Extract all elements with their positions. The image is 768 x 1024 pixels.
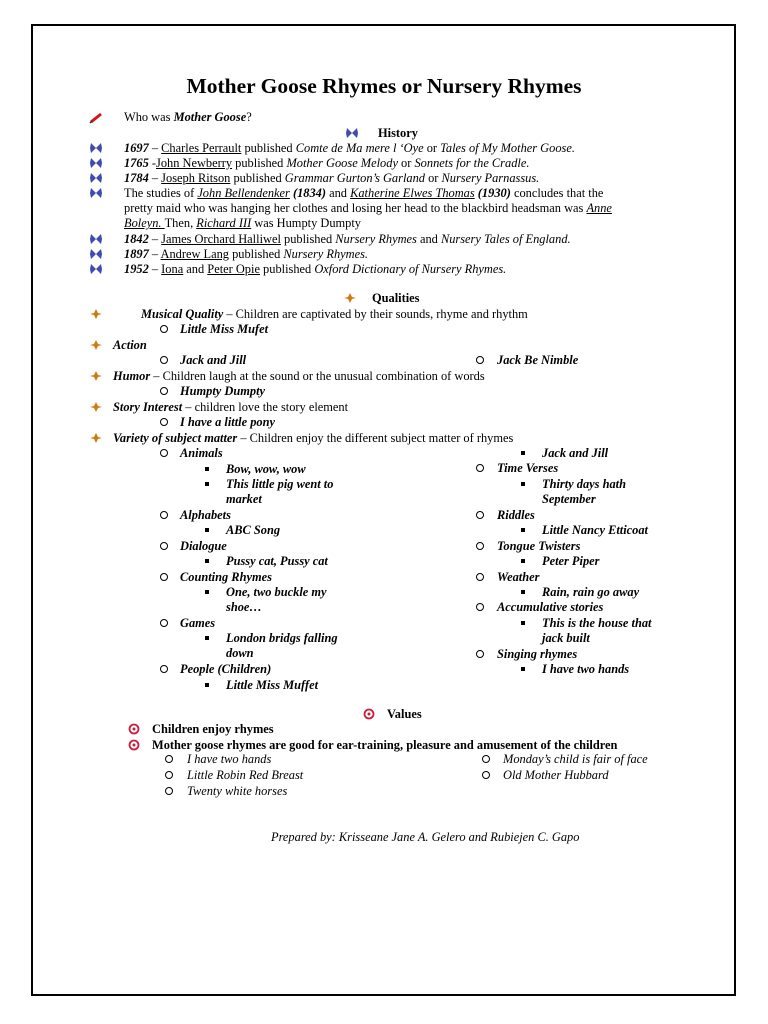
variety-example: ABC Song <box>226 523 281 537</box>
circle-bullet-icon <box>160 418 168 426</box>
variety-example: down <box>226 646 254 660</box>
circle-bullet-icon <box>476 573 484 581</box>
quality-story: Story Interest – children love the story element <box>113 400 349 414</box>
variety-example: Little Nancy Etticoat <box>542 523 648 537</box>
history-item: 1784 – Joseph Ritson published Grammar Gurton’s Garland or Nursery Parnassus. <box>124 171 540 185</box>
butterfly-icon <box>89 157 103 169</box>
circle-bullet-icon <box>160 325 168 333</box>
circle-bullet-icon <box>160 542 168 550</box>
quality-example: Humpty Dumpty <box>180 384 266 398</box>
history-item: 1697 – Charles Perrault published Comte de Ma mere l ‘Oye or Tales of My Mother Goose. <box>124 141 575 155</box>
circle-bullet-icon <box>476 603 484 611</box>
circle-bullet-icon <box>165 755 173 763</box>
work-title: Nursery Rhymes <box>335 232 417 246</box>
history-item: 1765 -John Newberry published Mother Goose Melody or Sonnets for the Cradle. <box>124 156 530 170</box>
square-bullet-icon <box>521 451 525 455</box>
author-name: Joseph Ritson <box>161 171 231 185</box>
square-bullet-icon <box>205 467 209 471</box>
variety-example: market <box>226 492 262 506</box>
variety-example: Little Miss Muffet <box>226 678 319 692</box>
swirl-icon <box>127 739 141 751</box>
history-studies-line: pretty maid who was hanging her clothes and losing her head to the blackbird headsman was Anne <box>124 201 612 215</box>
history-studies-line: Boleyn. Then, Richard III was Humpty Dumpty <box>124 216 361 230</box>
variety-example: I have two hands <box>542 662 630 676</box>
history-item: 1952 – Iona and Peter Opie published Oxford Dictionary of Nursery Rhymes. <box>124 262 507 276</box>
work-title: Mother Goose Melody <box>286 156 398 170</box>
leaf-icon <box>89 339 103 351</box>
square-bullet-icon <box>521 590 525 594</box>
intro-line: Who was Mother Goose? <box>124 110 252 124</box>
circle-bullet-icon <box>476 511 484 519</box>
circle-bullet-icon <box>165 787 173 795</box>
document-title: Mother Goose Rhymes or Nursery Rhymes <box>186 74 582 98</box>
author-name: Iona <box>161 262 184 276</box>
square-bullet-icon <box>521 528 525 532</box>
variety-category: Dialogue <box>180 539 227 553</box>
history-heading: History <box>378 126 418 140</box>
variety-example: London bridgs falling <box>226 631 338 645</box>
circle-bullet-icon <box>160 573 168 581</box>
butterfly-icon <box>345 127 359 139</box>
quality-example: Little Miss Mufet <box>180 322 269 336</box>
work-title: Nursery Tales of England. <box>440 232 571 246</box>
author-name: Peter Opie <box>207 262 260 276</box>
variety-example: Jack and Jill <box>542 446 609 460</box>
variety-category: Games <box>180 616 216 630</box>
variety-category: People (Children) <box>180 662 272 676</box>
work-title: Grammar Gurton’s Garland <box>284 171 425 185</box>
value-example: Little Robin Red Breast <box>187 768 304 782</box>
square-bullet-icon <box>205 590 209 594</box>
variety-category: Accumulative stories <box>497 600 604 614</box>
butterfly-icon <box>89 187 103 199</box>
work-title: Sonnets for the Cradle. <box>414 156 530 170</box>
variety-example: Pussy cat, Pussy cat <box>226 554 328 568</box>
variety-category: Alphabets <box>180 508 231 522</box>
circle-bullet-icon <box>482 771 490 779</box>
variety-category: Time Verses <box>497 461 559 475</box>
variety-example: Rain, rain go away <box>542 585 640 599</box>
values-heading: Values <box>387 707 422 721</box>
variety-category: Singing rhymes <box>497 647 578 661</box>
variety-example: This is the house that <box>542 616 652 630</box>
leaf-icon <box>343 292 357 304</box>
variety-category: Counting Rhymes <box>180 570 272 584</box>
value-example: I have two hands <box>187 752 272 766</box>
leaf-icon <box>89 401 103 413</box>
value-point: Children enjoy rhymes <box>152 722 274 736</box>
variety-example: Thirty days hath <box>542 477 626 491</box>
variety-example: shoe… <box>226 600 262 614</box>
value-example: Monday’s child is fair of face <box>503 752 648 766</box>
square-bullet-icon <box>521 667 525 671</box>
circle-bullet-icon <box>165 771 173 779</box>
leaf-icon <box>89 432 103 444</box>
circle-bullet-icon <box>160 665 168 673</box>
variety-category: Animals <box>180 446 223 460</box>
circle-bullet-icon <box>476 464 484 472</box>
circle-bullet-icon <box>482 755 490 763</box>
value-point: Mother goose rhymes are good for ear-training, pleasure and amusement of the children <box>152 738 618 752</box>
square-bullet-icon <box>205 636 209 640</box>
square-bullet-icon <box>521 621 525 625</box>
variety-example: jack built <box>542 631 590 645</box>
leaf-icon <box>89 308 103 320</box>
work-title: Tales of My Mother Goose. <box>440 141 575 155</box>
circle-bullet-icon <box>160 356 168 364</box>
square-bullet-icon <box>205 559 209 563</box>
variety-category: Weather <box>497 570 540 584</box>
quality-example: Jack and Jill <box>180 353 247 367</box>
square-bullet-icon <box>521 559 525 563</box>
work-title: Nursery Rhymes. <box>283 247 369 261</box>
author-name: James Orchard Halliwel <box>161 232 281 246</box>
value-example: Twenty white horses <box>187 784 288 798</box>
variety-example: Bow, wow, wow <box>226 462 306 476</box>
circle-bullet-icon <box>160 449 168 457</box>
variety-category: Riddles <box>497 508 535 522</box>
circle-bullet-icon <box>160 387 168 395</box>
work-title: Nursery Parnassus. <box>441 171 540 185</box>
variety-example: Peter Piper <box>542 554 600 568</box>
circle-bullet-icon <box>476 542 484 550</box>
author-name: Charles Perrault <box>161 141 242 155</box>
history-item: 1897 – Andrew Lang published Nursery Rhymes. <box>124 247 369 261</box>
butterfly-icon <box>89 248 103 260</box>
quality-variety: Variety of subject matter – Children enjoy the different subject matter of rhymes <box>113 431 514 445</box>
author-name: John Newberry <box>156 156 233 170</box>
variety-category: Tongue Twisters <box>497 539 581 553</box>
work-title: Oxford Dictionary of Nursery Rhymes. <box>314 262 507 276</box>
history-item: 1842 – James Orchard Halliwel published Nursery Rhymes and Nursery Tales of England. <box>124 232 571 246</box>
butterfly-icon <box>89 172 103 184</box>
qualities-heading: Qualities <box>372 291 420 305</box>
quality-action: Action <box>113 338 147 352</box>
work-title: Comte de Ma mere l ‘Oye <box>295 141 424 155</box>
author-name: Andrew Lang <box>160 247 229 261</box>
circle-bullet-icon <box>160 511 168 519</box>
quality-example: Jack Be Nimble <box>497 353 579 367</box>
square-bullet-icon <box>205 482 209 486</box>
variety-example: One, two buckle my <box>226 585 327 599</box>
swirl-icon <box>362 708 376 720</box>
butterfly-icon <box>89 233 103 245</box>
variety-example: September <box>542 492 596 506</box>
prepared-by: Prepared by: Krisseane Jane A. Gelero and Rubiejen C. Gapo <box>271 830 580 844</box>
butterfly-icon <box>89 142 103 154</box>
quality-humor: Humor – Children laugh at the sound or the unusual combination of words <box>113 369 485 383</box>
swirl-icon <box>127 723 141 735</box>
quality-musical: Musical Quality – Children are captivated by their sounds, rhyme and rhythm <box>141 307 528 321</box>
variety-example: This little pig went to <box>226 477 334 491</box>
leaf-icon <box>89 370 103 382</box>
value-example: Old Mother Hubbard <box>503 768 609 782</box>
circle-bullet-icon <box>476 650 484 658</box>
square-bullet-icon <box>521 482 525 486</box>
butterfly-icon <box>89 263 103 275</box>
circle-bullet-icon <box>476 356 484 364</box>
quality-example: I have a little pony <box>180 415 275 429</box>
pencil-icon <box>89 112 103 124</box>
square-bullet-icon <box>205 683 209 687</box>
history-studies-line: The studies of John Bellendenker (1834) and Katherine Elwes Thomas (1930) concludes that the <box>124 186 604 200</box>
circle-bullet-icon <box>160 619 168 627</box>
square-bullet-icon <box>205 528 209 532</box>
